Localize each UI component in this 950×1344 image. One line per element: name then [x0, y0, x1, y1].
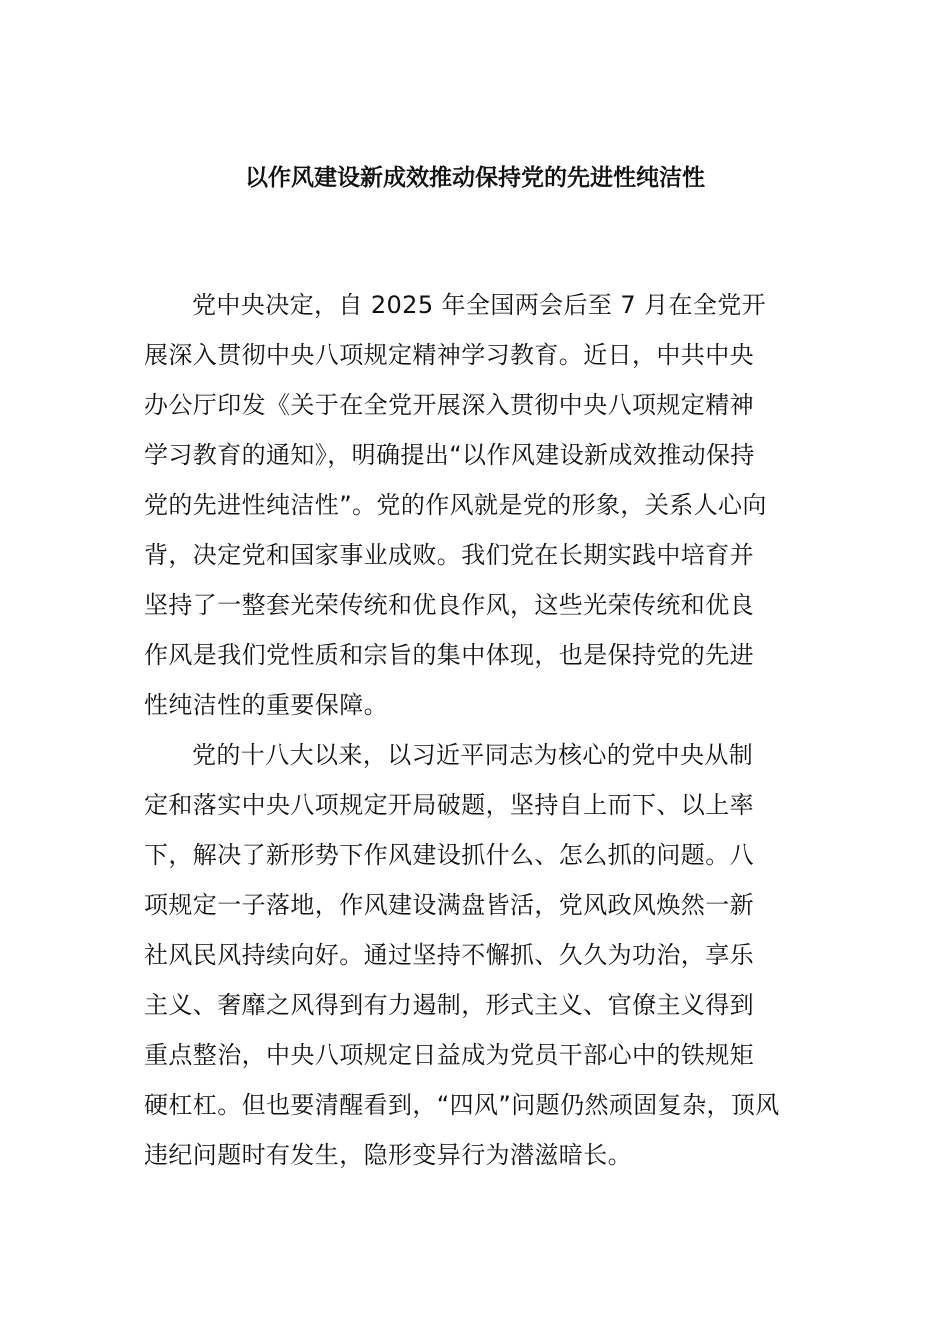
paragraph-line: 项规定一子落地，作风建设满盘皆活，党风政风焕然一新	[144, 891, 754, 919]
paragraph-line: 作风是我们党性质和宗旨的集中体现，也是保持党的先进	[144, 641, 754, 669]
paragraph-line: 党的先进性纯洁性”。党的作风就是党的形象，关系人心向	[144, 491, 767, 519]
paragraph-line: 学习教育的通知》，明确提出“以作风建设新成效推动保持	[144, 441, 755, 469]
paragraph-line: 展深入贯彻中央八项规定精神学习教育。近日，中共中央	[144, 341, 754, 369]
paragraph-line: 党中央决定，自 2025 年全国两会后至 7 月在全党开	[192, 291, 767, 319]
paragraph-line: 背，决定党和国家事业成败。我们党在长期实践中培育并	[144, 541, 754, 569]
paragraph-line: 硬杠杠。但也要清醒看到，“四风”问题仍然顽固复杂，顶风	[144, 1091, 780, 1119]
paragraph-line: 坚持了一整套光荣传统和优良作风，这些光荣传统和优良	[144, 591, 754, 619]
document-title: 以作风建设新成效推动保持党的先进性纯洁性	[245, 165, 705, 191]
document-body	[144, 280, 806, 1180]
paragraph-line: 社风民风持续向好。通过坚持不懈抓、久久为功治，享乐	[144, 941, 754, 969]
paragraph-2	[144, 730, 806, 1180]
paragraph-line: 办公厅印发《关于在全党开展深入贯彻中央八项规定精神	[144, 391, 754, 419]
paragraph-line: 党的十八大以来，以习近平同志为核心的党中央从制	[192, 741, 754, 769]
paragraph-line: 违纪问题时有发生，隐形变异行为潜滋暗长。	[144, 1141, 632, 1169]
paragraph-1	[144, 280, 806, 730]
paragraph-line: 性纯洁性的重要保障。	[144, 691, 388, 719]
paragraph-line: 定和落实中央八项规定开局破题，坚持自上而下、以上率	[144, 791, 754, 819]
paragraph-line: 重点整治，中央八项规定日益成为党员干部心中的铁规矩	[144, 1041, 754, 1069]
paragraph-line: 主义、奢靡之风得到有力遏制，形式主义、官僚主义得到	[144, 991, 754, 1019]
paragraph-line: 下，解决了新形势下作风建设抓什么、怎么抓的问题。八	[144, 841, 754, 869]
